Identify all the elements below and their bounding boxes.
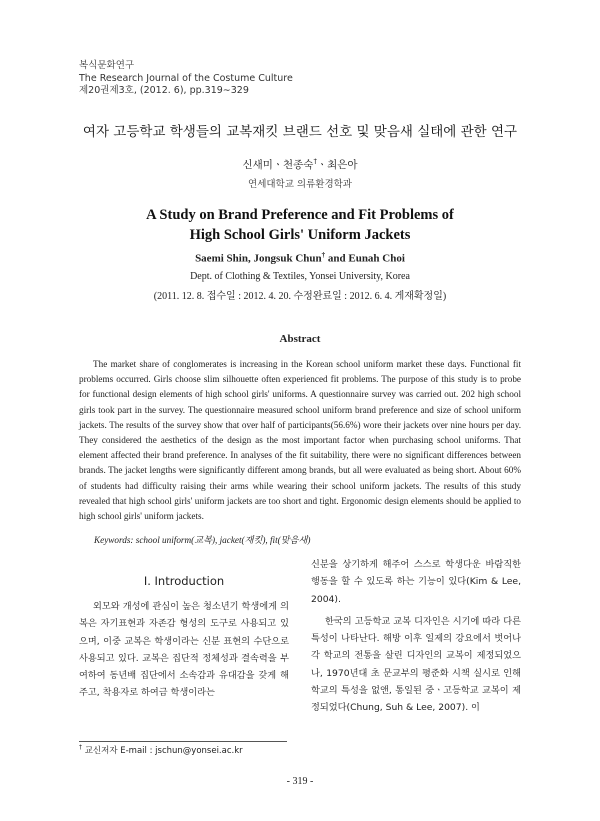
submission-dates: (2011. 12. 8. 접수일 : 2012. 4. 20. 수정완료일 : 2012. 6. 4. 게재확정일) [153, 291, 447, 302]
authors-korean [0, 157, 600, 172]
corresponding-author-mark-en: † [321, 251, 326, 259]
body-column-right [311, 556, 521, 717]
title-english-line2: High School Girls' Uniform Jackets [189, 227, 411, 243]
page-number: - 319 - [286, 776, 314, 787]
authors-english-part2: and Eunah Choi [325, 252, 405, 265]
authors-english-part1: Saemi Shin, Jongsuk Chun [195, 252, 322, 265]
corresponding-author-mark: † [313, 157, 317, 166]
body-column-left [79, 598, 289, 702]
footnote-mark: † [79, 744, 82, 752]
journal-header [79, 60, 293, 98]
abstract-heading: Abstract [279, 333, 321, 345]
intro-paragraph-1-continued: 신분을 상기하게 해주어 스스로 학생다운 바람직한 행동을 할 수 있도록 하는 기능이 있다(Kim & Lee, 2004). [311, 559, 521, 605]
intro-paragraph-2: 한국의 고등학교 교복 디자인은 시기에 따라 다른 특성이 나타난다. 해방 이후 일제의 강요에서 벗어나 각 학교의 전통을 살린 디자인의 교복이 제정되었으나, 1970년대 초 문교부의 평준화 시책 실시로 인해 학교의 특성을 없앤, 통일된 중ㆍ고등학교 교복이 제정되었다(Chung, Suh & Lee, 2007). 이 [311, 615, 521, 714]
intro-paragraph-1: 외모와 개성에 관심이 높은 청소년기 학생에게 의복은 자기표현과 자존감 형성의 도구로 사용되고 있으며, 이중 교복은 학생이라는 신분 표현의 수단으로 사용되고 있다. 교복은 집단적 정체성과 결속력을 부여하여 동년배 집단에서 소속감과 유대감을 갖게 해주고, 착용자로 하여금 학생이라는 [79, 601, 289, 699]
footnote-text: 교신저자 E-mail : jschun@yonsei.ac.kr [82, 746, 243, 756]
title-korean: 여자 고등학교 학생들의 교복재킷 브랜드 선호 및 맞음새 실태에 관한 연구 [82, 124, 518, 140]
authors-korean-part1: 신새미ㆍ천종숙 [242, 159, 314, 171]
affiliation-english: Dept. of Clothing & Textiles, Yonsei University, Korea [190, 271, 410, 282]
journal-name-en: The Research Journal of the Costume Culture [79, 72, 293, 84]
title-english-line1: A Study on Brand Preference and Fit Problems of [146, 207, 454, 223]
authors-english [0, 251, 600, 265]
section-heading-introduction: Ⅰ. Introduction [143, 574, 225, 588]
affiliation-korean: 연세대학교 의류환경학과 [248, 179, 352, 190]
abstract-body: The market share of conglomerates is increasing in the Korean school uniform market these days. Functional fit problems occurred. Girls choose slim silhouette often experienced fit problems. The purpose of this study is to probe for functional design elements of high school girls' uniforms. A questionnaire survey was carried out. 202 high school girls took part in the survey. The questionnaire measured school uniform brand preference and size of school uniform jackets. The results of the survey show that over half of participants(56.6%) wore their jackets over nine hours per day. They considered the aesthetics of the design as the most important factor when purchasing school uniforms. That element affected their brand preference. In analyses of the fit suitability, there were no significant differences between brands. The jacket lengths were significantly different among brands, but all were evaluated as being short. About 60% of students had difficulty raising their arms while wearing their school uniform jackets. The results of this study revealed that high school girls' uniform jackets are too short and tight. Ergonomic design elements should be applied to high school girls' uniform jackets. [79, 359, 521, 522]
journal-name-kr: 복식문화연구 [79, 60, 135, 71]
footnote-corresponding-author [79, 744, 243, 756]
title-english [0, 205, 600, 245]
footnote-divider [79, 741, 287, 742]
keywords: Keywords: school uniform(교복), jacket(재킷), fit(맞음새) [94, 535, 311, 545]
authors-korean-part2: ㆍ최은아 [316, 159, 358, 171]
journal-volume-info: 제20권제3호, (2012. 6), pp.319∼329 [79, 85, 249, 96]
